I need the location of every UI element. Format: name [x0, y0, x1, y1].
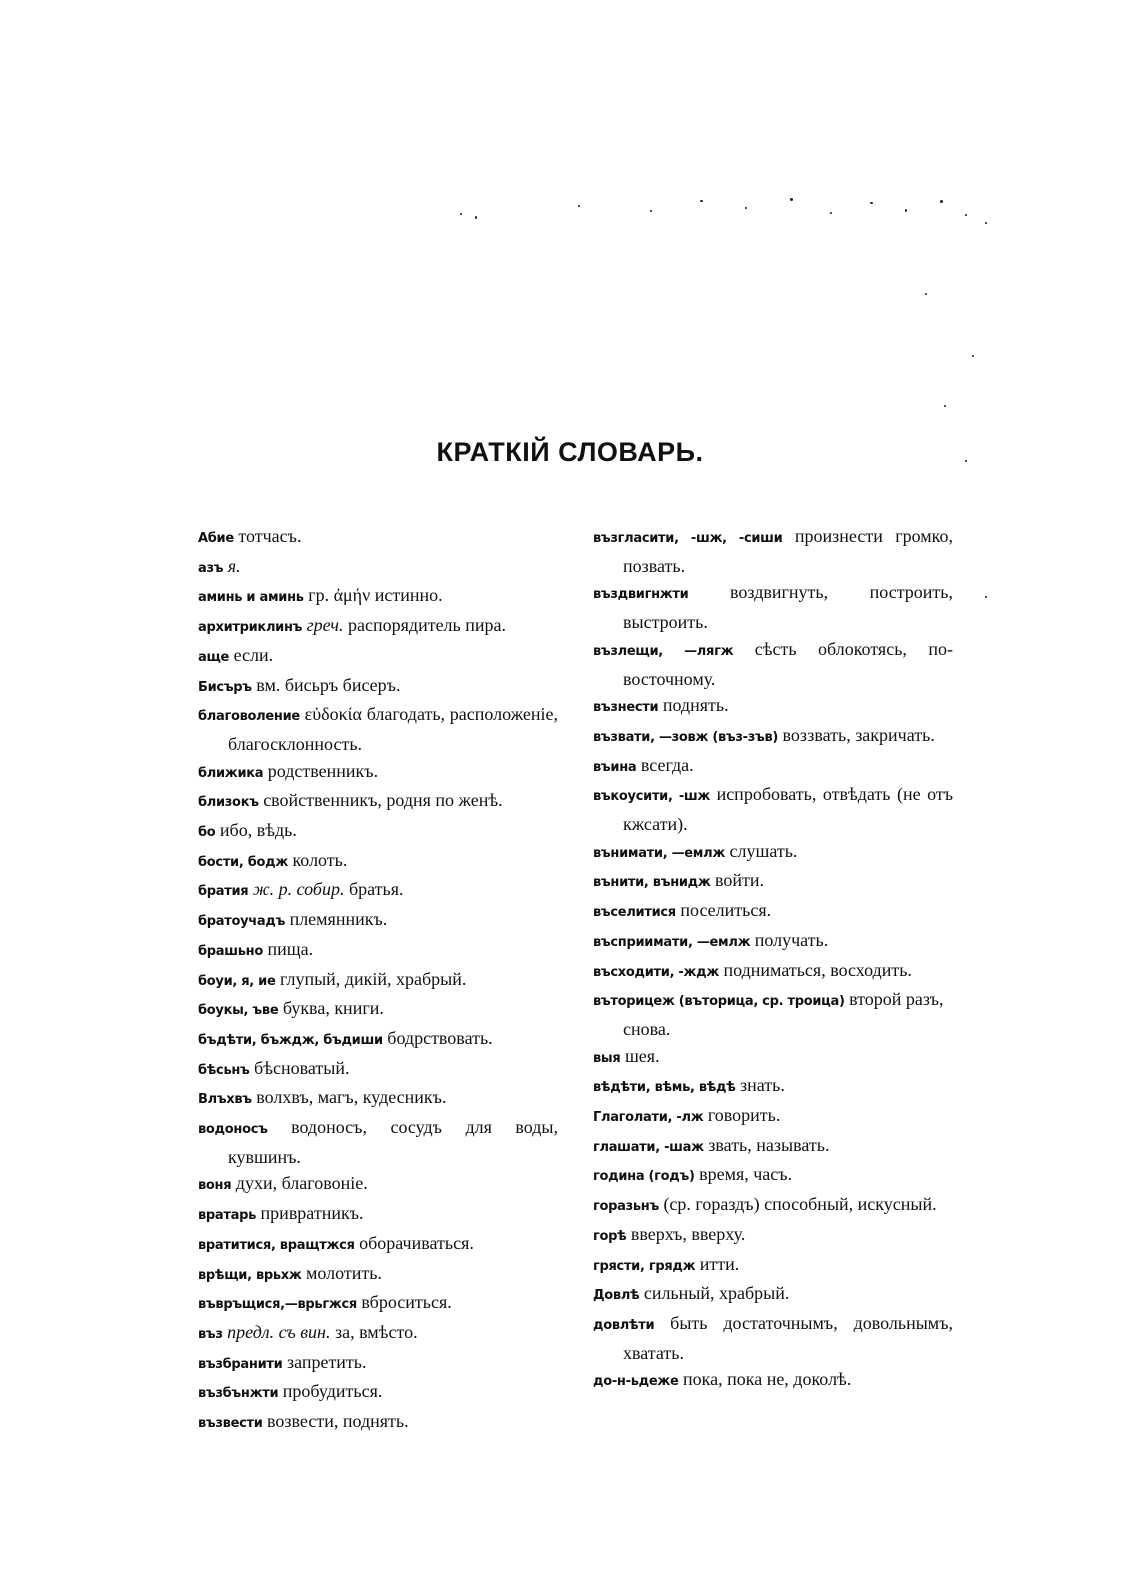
- entry-gloss: пока, пока не, доколѣ.: [683, 1369, 852, 1390]
- entry-headword: възбранити: [198, 1356, 283, 1372]
- entry-headword: въкоусити, -шж: [593, 789, 711, 805]
- speck: [985, 596, 987, 598]
- entry-headword: Влъхвъ: [198, 1092, 252, 1108]
- entry-gloss: молотить.: [306, 1262, 383, 1283]
- speck: [944, 405, 946, 407]
- entry-headword: възгласити, -шж, -сиши: [593, 531, 783, 546]
- speck: [985, 222, 987, 224]
- entry-gloss: духи, благовоніе.: [235, 1173, 368, 1194]
- speck: [578, 205, 580, 207]
- entry-headword: бо: [198, 825, 216, 841]
- dictionary-entry: [198, 817, 558, 847]
- entry-headword: до-н-ьдеже: [593, 1374, 679, 1390]
- entry-headword: вратитися, вращтжся: [198, 1237, 355, 1253]
- entry-headword: въсприимати, —емлж: [593, 934, 751, 950]
- entry-headword: выя: [593, 1050, 621, 1066]
- entry-gloss: возвести, поднять.: [267, 1411, 409, 1432]
- dictionary-entry: [593, 722, 953, 752]
- dictionary-entry: [593, 1366, 953, 1396]
- entry-gloss: свойственникъ, родня по женѣ.: [263, 790, 503, 811]
- entry-headword: близокъ: [198, 795, 259, 811]
- entry-headword: вѣдѣти, вѣмь, вѣдѣ: [593, 1080, 736, 1096]
- dictionary-entry: [198, 642, 558, 672]
- speck: [475, 216, 477, 219]
- dictionary-entry: [593, 1043, 953, 1073]
- entry-grammar-note: я.: [227, 555, 241, 576]
- dictionary-entry: [198, 966, 558, 996]
- entry-headword: възбънжти: [198, 1386, 279, 1402]
- entry-gloss: всегда.: [640, 754, 694, 775]
- speck: [870, 202, 873, 204]
- entry-headword: въина: [593, 759, 637, 775]
- speck: [745, 207, 747, 209]
- entry-gloss: пробудиться.: [282, 1381, 383, 1402]
- dictionary-entry: [198, 787, 558, 817]
- dictionary-entry: [198, 553, 558, 583]
- entry-headword: въздвигнжти: [593, 587, 689, 603]
- entry-gloss: братья.: [348, 879, 404, 900]
- entry-gloss: вверхъ, вверху.: [630, 1223, 746, 1244]
- dictionary-entry: [198, 1289, 558, 1319]
- entry-gloss: колоть.: [292, 849, 348, 870]
- dictionary-entry: [198, 1200, 558, 1230]
- entry-headword: година (годъ): [593, 1169, 695, 1185]
- entry-gloss: подниматься, восходить.: [723, 959, 912, 980]
- dictionary-entry: [593, 1132, 953, 1162]
- dictionary-entry: [593, 636, 953, 692]
- dictionary-entry: [593, 1280, 953, 1310]
- entry-gloss: произнести громко, позвать.: [623, 526, 954, 576]
- entry-gloss: воззвать, закричать.: [782, 724, 935, 745]
- dictionary-entry: [198, 936, 558, 966]
- speck: [650, 210, 652, 212]
- entry-gloss: говорить.: [707, 1105, 781, 1126]
- entry-headword: братия: [198, 884, 249, 900]
- entry-headword: въторицеж (въторица, ср. троица): [593, 994, 845, 1010]
- speck: [905, 209, 907, 212]
- entry-grammar-note: ж. р. собир.: [252, 879, 345, 900]
- speck: [965, 214, 967, 216]
- entry-headword: Довлѣ: [593, 1288, 640, 1304]
- entry-gloss: буква, книги.: [282, 998, 384, 1019]
- entry-headword: горазьнъ: [593, 1199, 659, 1215]
- speck: [940, 200, 943, 203]
- entry-gloss: если.: [233, 644, 274, 665]
- entry-gloss: время, часъ.: [699, 1164, 793, 1185]
- entry-headword: глашати, -шаж: [593, 1139, 704, 1155]
- dictionary-entry: [198, 1260, 558, 1290]
- speck: [972, 355, 974, 357]
- entry-headword: възнести: [593, 700, 659, 716]
- entry-gloss: войти.: [715, 870, 765, 891]
- entry-gloss: волхвъ, магъ, кудесникъ.: [256, 1087, 447, 1108]
- dictionary-entry: [593, 752, 953, 782]
- speck: [830, 212, 832, 214]
- entry-headword: аще: [198, 649, 230, 665]
- entry-headword: вратарь: [198, 1208, 257, 1224]
- entry-gloss: бодрствовать.: [387, 1027, 493, 1048]
- entry-gloss: второй разъ, снова.: [623, 989, 944, 1039]
- entry-headword: Абие: [198, 531, 234, 546]
- entry-gloss: родственникъ.: [267, 760, 379, 781]
- dictionary-entry: [198, 582, 558, 612]
- entry-headword: воня: [198, 1178, 232, 1194]
- dictionary-entry: [198, 906, 558, 936]
- dictionary-entry: [198, 1230, 558, 1260]
- entry-headword: архитриклинъ: [198, 620, 303, 636]
- dictionary-entry: [593, 986, 953, 1042]
- entry-gloss: племянникъ.: [289, 909, 388, 930]
- entry-gloss: тотчасъ.: [238, 526, 302, 546]
- dictionary-entry: [593, 523, 953, 579]
- entry-gloss: сильный, храбрый.: [643, 1283, 790, 1304]
- entry-headword: въсходити, -ждж: [593, 964, 720, 980]
- dictionary-entry: [593, 927, 953, 957]
- entry-gloss: быть достаточнымъ, довольнымъ, хватать.: [623, 1312, 953, 1363]
- dictionary-entry: [198, 1319, 558, 1349]
- entry-gloss: вм. бисьръ бисеръ.: [256, 674, 401, 695]
- entry-gloss: сѣсть облокотясь, по-восточному.: [623, 638, 954, 689]
- entry-headword: въселитися: [593, 905, 676, 921]
- dictionary-entry: [593, 897, 953, 927]
- page-title: КРАТКІЙ СЛОВАРЬ.: [436, 437, 704, 467]
- dictionary-entry: [198, 612, 558, 642]
- entry-gloss: εὐδοκία благодать, расположеніе, благосклонность.: [228, 704, 559, 754]
- entry-headword: Бисъръ: [198, 679, 252, 695]
- entry-gloss: испробовать, отвѣдать (не отъ кжсати).: [623, 784, 953, 835]
- dictionary-entry: [198, 1349, 558, 1379]
- entry-gloss: бѣсноватый.: [254, 1057, 350, 1078]
- dictionary-entry: [593, 1221, 953, 1251]
- dictionary-entry: [593, 781, 953, 837]
- dictionary-entry: [198, 1025, 558, 1055]
- speck: [790, 198, 793, 201]
- entry-grammar-note: предл. съ вин.: [227, 1321, 331, 1342]
- dictionary-entry: [593, 867, 953, 897]
- dictionary-entry: [593, 838, 953, 868]
- dictionary-entry: [198, 847, 558, 877]
- entry-headword: въз: [198, 1326, 223, 1342]
- entry-gloss: глупый, дикій, храбрый.: [280, 968, 467, 989]
- entry-headword: братоучадъ: [198, 914, 286, 930]
- entry-grammar-note: греч.: [306, 615, 344, 636]
- dictionary-entry: [198, 876, 558, 906]
- entry-headword: бъдѣти, бъждж, бъдиши: [198, 1032, 383, 1048]
- entry-headword: боукы, ъве: [198, 1003, 279, 1019]
- entry-gloss: ибо, вѣдь.: [219, 820, 297, 841]
- dictionary-entry: [593, 692, 953, 722]
- entry-headword: врѣщи, врьхж: [198, 1267, 302, 1283]
- entry-headword: Глаголати, -лж: [593, 1110, 704, 1126]
- entry-gloss: водоносъ, сосудъ для воды, кувшинъ.: [228, 1117, 558, 1167]
- entry-headword: грясти, грядж: [593, 1258, 696, 1274]
- speck: [460, 213, 462, 215]
- dictionary-entry: [198, 758, 558, 788]
- dictionary-entry: [198, 1170, 558, 1200]
- entry-headword: възлещи, —лягж: [593, 643, 734, 659]
- entry-headword: въвръщися,—врьгжся: [198, 1297, 357, 1313]
- dictionary-entry: [593, 957, 953, 987]
- entry-headword: възвати, —зовж (въз-зъв): [593, 729, 779, 745]
- entry-gloss: получать.: [754, 929, 829, 950]
- entry-gloss: итти.: [699, 1253, 740, 1274]
- dictionary-entry: [593, 1251, 953, 1281]
- entry-gloss: гр. ἀμήν истинно.: [308, 585, 443, 606]
- speck: [700, 200, 703, 202]
- dictionary-entry: [198, 1378, 558, 1408]
- entry-gloss: пища.: [267, 938, 314, 959]
- dictionary-entry: [593, 1102, 953, 1132]
- entry-gloss: поселиться.: [680, 900, 772, 921]
- entry-gloss: оборачиваться.: [359, 1232, 474, 1253]
- entry-headword: брашьно: [198, 943, 263, 959]
- dictionary-entry: [593, 579, 953, 635]
- dictionary-entry: [593, 1191, 953, 1221]
- dictionary-entry: [593, 1310, 953, 1366]
- entry-gloss: поднять.: [662, 695, 729, 716]
- dictionary-entry: [198, 1408, 558, 1438]
- entry-headword: аминь и аминь: [198, 590, 304, 606]
- entry-headword: боуи, я, ие: [198, 973, 276, 989]
- dictionary-entry: [198, 523, 558, 553]
- entry-headword: азъ: [198, 560, 224, 576]
- dictionary-entry: [198, 701, 558, 757]
- entry-headword: горѣ: [593, 1228, 627, 1244]
- dictionary-entry: [198, 995, 558, 1025]
- entry-headword: вънити, вънидж: [593, 875, 711, 891]
- dictionary-entry: [198, 1055, 558, 1085]
- dictionary-column-left: [198, 523, 558, 1438]
- entry-gloss: запретить.: [286, 1351, 367, 1372]
- dictionary-entry: [198, 1084, 558, 1114]
- dictionary-entry: [593, 1161, 953, 1191]
- dictionary-entry: [593, 1072, 953, 1102]
- entry-headword: водоносъ: [198, 1122, 268, 1138]
- entry-gloss: распорядитель пира.: [348, 615, 506, 636]
- entry-gloss: слушать.: [729, 840, 798, 861]
- entry-headword: ближика: [198, 765, 264, 781]
- entry-headword: бѣсьнъ: [198, 1062, 250, 1078]
- entry-gloss: звать, называть.: [708, 1134, 830, 1155]
- entry-headword: бости, бодж: [198, 854, 288, 870]
- speck: [925, 293, 927, 295]
- entry-gloss: воздвигнуть, построить, выстроить.: [623, 582, 954, 633]
- entry-gloss: привратникъ.: [260, 1203, 364, 1224]
- entry-gloss: шея.: [624, 1045, 660, 1066]
- entry-gloss: за, вмѣсто.: [335, 1321, 418, 1342]
- entry-gloss: вброситься.: [361, 1292, 452, 1313]
- entry-headword: възвести: [198, 1416, 263, 1432]
- dictionary-column-right: [593, 523, 953, 1396]
- entry-headword: вънимати, —емлж: [593, 845, 725, 861]
- dictionary-entry: [198, 672, 558, 702]
- entry-gloss: знать.: [740, 1075, 785, 1096]
- entry-headword: довлѣти: [593, 1317, 655, 1333]
- dictionary-entry: [198, 1114, 558, 1170]
- entry-gloss: (ср. гораздъ) способный, искусный.: [663, 1194, 937, 1215]
- entry-headword: благоволение: [198, 709, 300, 725]
